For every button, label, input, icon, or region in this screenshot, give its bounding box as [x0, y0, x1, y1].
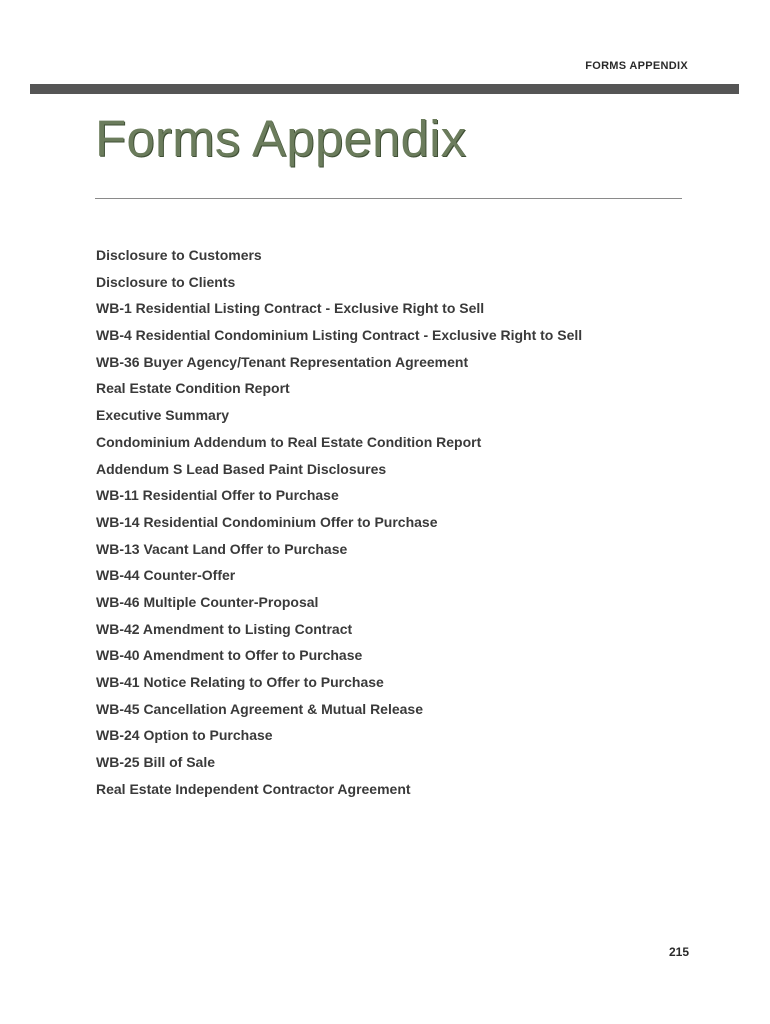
- page-title: Forms Appendix: [95, 110, 467, 167]
- list-item: WB-44 Counter-Offer: [96, 567, 236, 584]
- list-item: Real Estate Condition Report: [96, 380, 290, 397]
- list-item: WB-45 Cancellation Agreement & Mutual Release: [96, 700, 424, 717]
- list-item: Disclosure to Clients: [96, 273, 236, 290]
- list-item: WB-1 Residential Listing Contract - Exclusive Right to Sell: [96, 300, 485, 317]
- running-header: FORMS APPENDIX: [585, 60, 688, 72]
- list-item: Condominium Addendum to Real Estate Condition Report: [96, 433, 482, 450]
- list-item: WB-14 Residential Condominium Offer to Purchase: [96, 513, 438, 530]
- list-item: WB-4 Residential Condominium Listing Contract - Exclusive Right to Sell: [96, 327, 583, 344]
- list-item: WB-42 Amendment to Listing Contract: [96, 620, 353, 637]
- list-item: WB-11 Residential Offer to Purchase: [96, 487, 339, 504]
- list-item: WB-25 Bill of Sale: [96, 754, 216, 771]
- title-divider: [95, 198, 682, 199]
- list-item: WB-46 Multiple Counter-Proposal: [96, 593, 319, 610]
- forms-list: [96, 242, 582, 802]
- list-item: WB-40 Amendment to Offer to Purchase: [96, 647, 363, 664]
- list-item: WB-36 Buyer Agency/Tenant Representation Agreement: [96, 353, 469, 370]
- list-item: Addendum S Lead Based Paint Disclosures: [96, 460, 387, 477]
- list-item: WB-13 Vacant Land Offer to Purchase: [96, 540, 348, 557]
- list-item: Disclosure to Customers: [96, 247, 262, 263]
- list-item: Executive Summary: [96, 407, 230, 424]
- list-item: Real Estate Independent Contractor Agreement: [96, 780, 411, 797]
- list-item: WB-41 Notice Relating to Offer to Purchase: [96, 674, 384, 690]
- page-number: 215: [668, 945, 689, 959]
- header-rule: [30, 84, 739, 94]
- list-item: WB-24 Option to Purchase: [96, 727, 273, 744]
